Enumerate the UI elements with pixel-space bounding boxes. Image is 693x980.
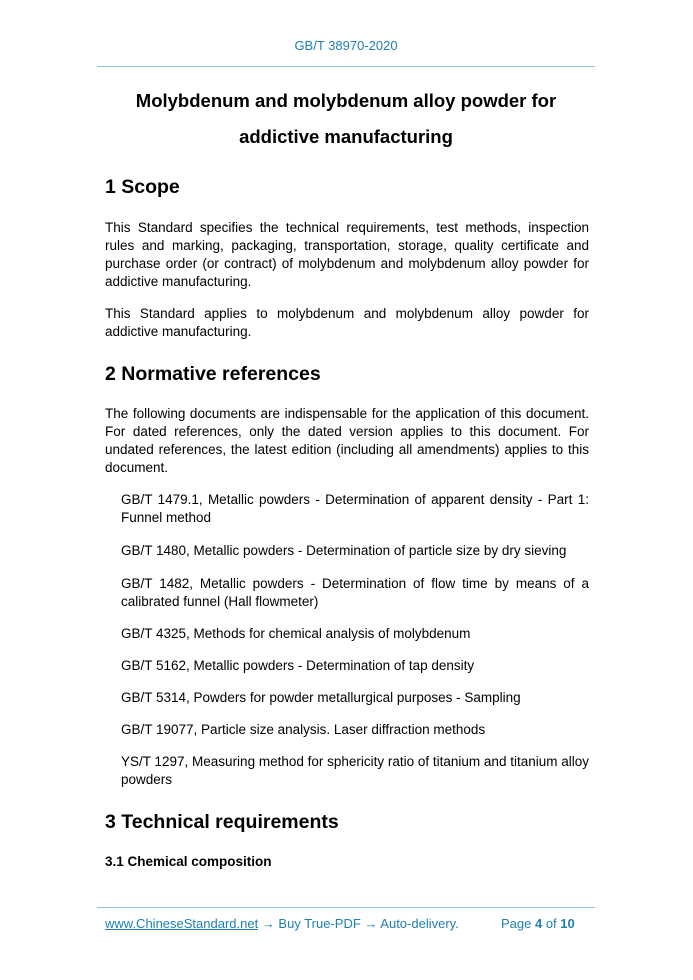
document-title-line-1: Molybdenum and molybdenum alloy powder for — [135, 90, 557, 111]
section-heading-technical-requirements: 3 Technical requirements — [105, 811, 339, 833]
scope-paragraph-2: This Standard applies to molybdenum and molybdenum alloy powder for addictive manufacturing. — [105, 306, 589, 339]
reference-item: YS/T 1297, Measuring method for sphericity ratio of titanium and titanium alloy powders — [121, 754, 589, 787]
header-standard-code: GB/T 38970-2020 — [294, 38, 398, 53]
document-title-line-2: addictive manufacturing — [239, 126, 453, 147]
header-divider — [97, 66, 595, 67]
normative-intro-paragraph: The following documents are indispensable for the application of this document. For dated references, only the dated version applies to this document. For undated references, the latest edition (including all amendments) applies to this document. — [105, 406, 589, 475]
subsection-heading-chemical-composition: 3.1 Chemical composition — [105, 854, 272, 869]
reference-item: GB/T 5162, Metallic powders - Determination of tap density — [121, 658, 475, 673]
footer-divider — [97, 907, 595, 908]
footer-tagline: → Buy True-PDF → Auto-delivery. — [258, 916, 459, 931]
scope-paragraph-1: This Standard specifies the technical requirements, test methods, inspection rules and marking, packaging, transportation, storage, quality certificate and purchase order (or contract) of molybdenum and molybdenum alloy powder for addictive manufacturing. — [105, 220, 589, 289]
reference-item: GB/T 1480, Metallic powders - Determination of particle size by dry sieving — [121, 543, 567, 558]
page-label: Page — [501, 916, 535, 931]
page-current: 4 — [534, 916, 543, 931]
website-link[interactable]: www.ChineseStandard.net — [105, 916, 259, 931]
section-heading-normative-references: 2 Normative references — [105, 363, 321, 385]
reference-item: GB/T 19077, Particle size analysis. Laser diffraction methods — [121, 722, 486, 737]
page-of-label: of — [542, 916, 561, 931]
reference-item: GB/T 1479.1, Metallic powders - Determination of apparent density - Part 1: Funnel method — [121, 492, 589, 525]
page-total: 10 — [560, 916, 575, 931]
reference-item: GB/T 1482, Metallic powders - Determination of flow time by means of a calibrated funnel (Hall flowmeter) — [121, 576, 589, 609]
reference-item: GB/T 4325, Methods for chemical analysis of molybdenum — [121, 626, 471, 641]
page-indicator — [501, 916, 575, 931]
footer-promo — [105, 916, 459, 931]
reference-item: GB/T 5314, Powders for powder metallurgical purposes - Sampling — [121, 690, 521, 705]
section-heading-scope: 1 Scope — [105, 176, 180, 198]
